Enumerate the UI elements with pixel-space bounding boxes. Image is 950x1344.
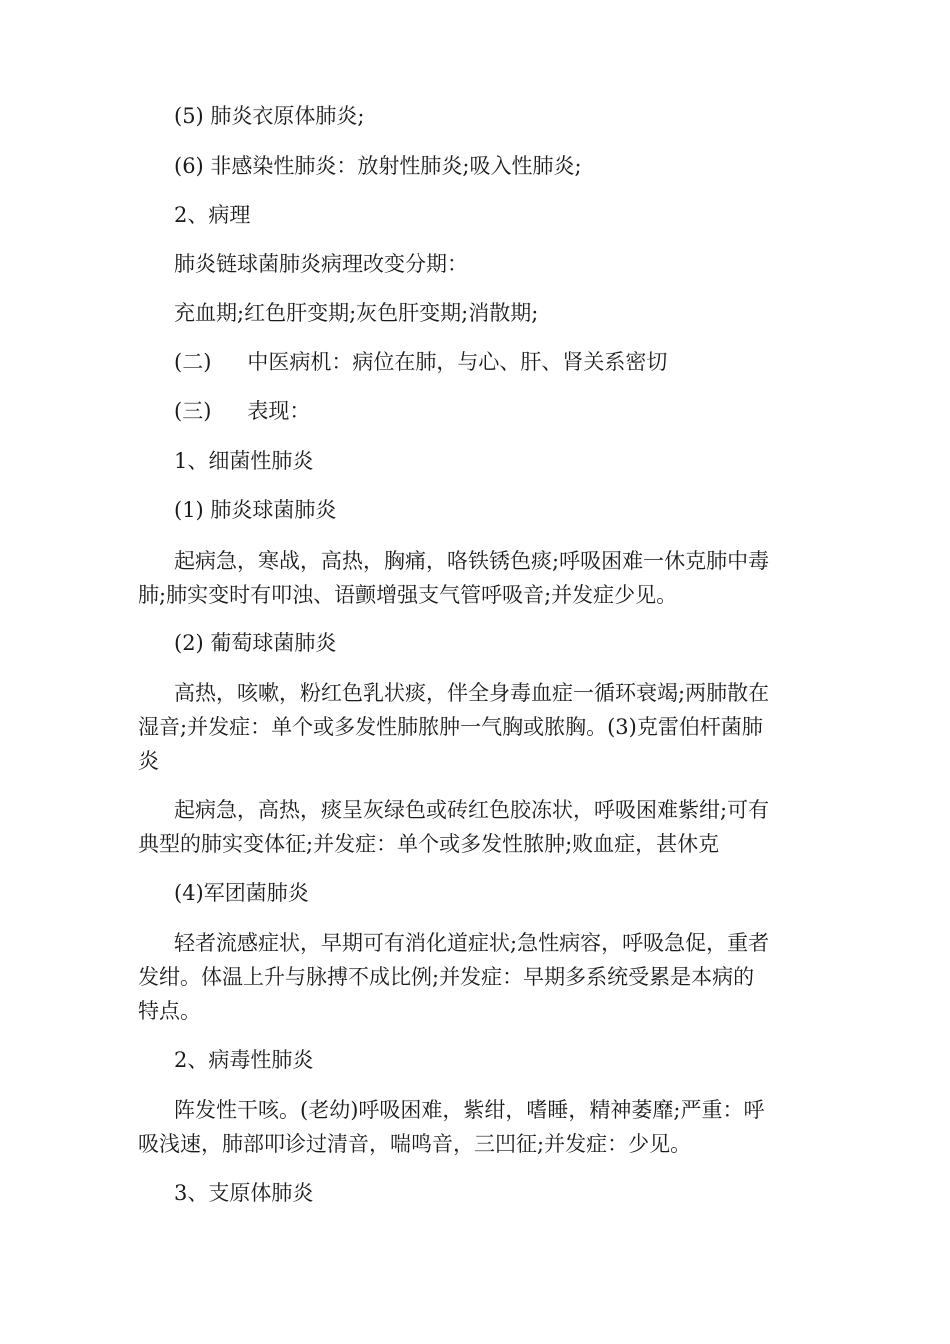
section-heading-tcm-pathogenesis xyxy=(174,345,854,379)
section-title: 表现： xyxy=(247,399,311,423)
paragraph-line: 典型的肺实变体征;并发症：单个或多发性脓肿;败血症，甚休克 xyxy=(138,832,720,856)
section-number: (三) xyxy=(174,399,212,423)
paragraph-pathology-stages: 充血期;红色肝变期;灰色肝变期;消散期; xyxy=(174,301,539,325)
paragraph-line: 发绀。体温上升与脉搏不成比例;并发症：早期多系统受累是本病的 xyxy=(138,965,755,989)
paragraph-line: 轻者流感症状，早期可有消化道症状;急性病容，呼吸急促，重者 xyxy=(174,931,770,955)
section-number: (二) xyxy=(174,350,212,374)
section-heading-manifestations xyxy=(174,394,854,428)
paragraph-line: 起病急，寒战，高热，胸痛，咯铁锈色痰;呼吸困难一休克肺中毒 xyxy=(174,549,770,573)
list-item-pneumococcal-pneumonia: (1) 肺炎球菌肺炎 xyxy=(174,498,337,522)
subsection-heading-bacterial-pneumonia: 1、细菌性肺炎 xyxy=(174,449,314,473)
paragraph-line: 吸浅速，肺部叩诊过清音，喘鸣音，三凹征;并发症：少见。 xyxy=(138,1132,692,1156)
list-item-noninfectious-pneumonia: (6) 非感染性肺炎：放射性肺炎;吸入性肺炎; xyxy=(174,154,582,178)
paragraph-line: 高热，咳嗽，粉红色乳状痰，伴全身毒血症一循环衰竭;两肺散在 xyxy=(174,681,770,705)
subsection-heading-mycoplasma-pneumonia: 3、支原体肺炎 xyxy=(174,1181,314,1205)
section-heading-pathology: 2、病理 xyxy=(174,203,251,227)
paragraph-line: 起病急，高热，痰呈灰绿色或砖红色胶冻状，呼吸困难紫绀;可有 xyxy=(174,798,770,822)
list-item-chlamydia-pneumonia: (5) 肺炎衣原体肺炎; xyxy=(174,104,365,128)
list-item-staphylococcal-pneumonia: (2) 葡萄球菌肺炎 xyxy=(174,631,337,655)
paragraph-pathology-stages-title: 肺炎链球菌肺炎病理改变分期： xyxy=(174,252,468,276)
paragraph-line: 湿音;并发症：单个或多发性肺脓肿一气胸或脓胸。(3)克雷伯杆菌肺 xyxy=(138,715,763,739)
paragraph-line: 特点。 xyxy=(138,999,201,1023)
list-item-legionella-pneumonia: (4)军团菌肺炎 xyxy=(174,881,309,905)
paragraph-line: 肺;肺实变时有叩浊、语颤增强支气管呼吸音;并发症少见。 xyxy=(138,583,678,607)
section-title: 中医病机：病位在肺，与心、肝、肾关系密切 xyxy=(247,350,668,374)
subsection-heading-viral-pneumonia: 2、病毒性肺炎 xyxy=(174,1048,314,1072)
paragraph-line: 阵发性干咳。(老幼)呼吸困难，紫绀，嗜睡，精神萎靡;严重：呼 xyxy=(174,1098,765,1122)
paragraph-line: 炎 xyxy=(138,749,159,773)
